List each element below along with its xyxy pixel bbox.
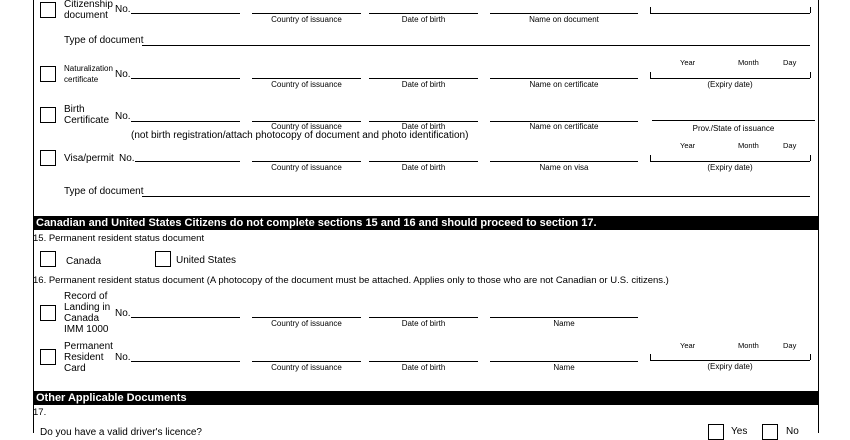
- tick: [650, 354, 651, 360]
- s16-month-label: Month: [738, 341, 759, 350]
- s16-prc-label-2: Resident: [64, 352, 104, 363]
- s16-record-dob-field[interactable]: [369, 317, 478, 318]
- visa-country-field[interactable]: [252, 161, 361, 162]
- s16-prc-label-3: Card: [64, 363, 86, 374]
- s16-record-label-3: Canada: [64, 313, 100, 324]
- citizenship-country-label: Country of issuance: [271, 15, 342, 24]
- naturalization-expiry-field[interactable]: [650, 78, 810, 79]
- s15-canada-checkbox[interactable]: [40, 251, 56, 267]
- naturalization-country-field[interactable]: [252, 78, 361, 79]
- tick: [810, 155, 811, 161]
- birth-note: (not birth registration/attach photocopy of document and photo identification): [131, 130, 469, 141]
- s16-record-dob-label: Date of birth: [401, 319, 446, 328]
- s16-record-label-2: Landing in: [64, 302, 111, 313]
- tick: [810, 7, 811, 13]
- s16-prc-expiry-label: (Expiry date): [707, 362, 753, 371]
- naturalization-checkbox[interactable]: [40, 66, 56, 82]
- visa-type-field[interactable]: [142, 196, 810, 197]
- s16-prc-checkbox[interactable]: [40, 349, 56, 365]
- visa-dob-field[interactable]: [369, 161, 478, 162]
- citizenship-dob-field[interactable]: [369, 13, 478, 14]
- citizenship-label-2: document: [64, 10, 108, 21]
- visa-checkbox[interactable]: [40, 150, 56, 166]
- s15-us-checkbox[interactable]: [155, 251, 171, 267]
- citizenship-type-field[interactable]: [142, 45, 810, 46]
- citizenship-no-label: No.: [115, 4, 131, 15]
- visa-name-label: Name on visa: [539, 163, 589, 172]
- section-header-citizens-note: Canadian and United States Citizens do not complete sections 15 and 16 and should proceed to section 17.: [33, 216, 819, 230]
- tick: [650, 155, 651, 161]
- nat-month-label: Month: [738, 58, 759, 67]
- s16-record-name-label: Name: [553, 319, 575, 328]
- birth-dob-label: Date of birth: [401, 122, 446, 131]
- s16-prc-label: Permanent: [64, 341, 113, 352]
- naturalization-no-field[interactable]: [131, 78, 240, 79]
- naturalization-name-field[interactable]: [490, 78, 638, 79]
- s16-record-checkbox[interactable]: [40, 305, 56, 321]
- birth-label: Birth: [64, 104, 85, 115]
- naturalization-label-2: certificate: [64, 75, 99, 84]
- citizenship-name-field[interactable]: [490, 13, 638, 14]
- tick: [650, 72, 651, 78]
- s15-canada-label: Canada: [66, 256, 102, 267]
- visa-day-label: Day: [783, 141, 797, 150]
- s16-record-no-field[interactable]: [131, 317, 240, 318]
- s16-prc-name-label: Name: [553, 363, 575, 372]
- nat-year-label: Year: [680, 58, 696, 67]
- s16-record-no-label: No.: [115, 308, 131, 319]
- birth-prov-label: Prov./State of issuance: [692, 124, 775, 133]
- s16-record-name-field[interactable]: [490, 317, 638, 318]
- s17-no-label: No: [786, 426, 799, 437]
- naturalization-country-label: Country of issuance: [271, 80, 342, 89]
- birth-name-label: Name on certificate: [529, 122, 599, 131]
- citizenship-country-field[interactable]: [252, 13, 361, 14]
- s16-prc-country-label: Country of issuance: [271, 363, 342, 372]
- naturalization-expiry-label: (Expiry date): [707, 80, 753, 89]
- s16-prc-dob-label: Date of birth: [401, 363, 446, 372]
- birth-country-label: Country of issuance: [271, 122, 342, 131]
- s17-yes-label: Yes: [731, 426, 748, 437]
- nat-day-label: Day: [783, 58, 797, 67]
- s15-us-label: United States: [176, 255, 237, 266]
- birth-label-2: Certificate: [64, 115, 110, 126]
- visa-month-label: Month: [738, 141, 759, 150]
- s15-title: 15. Permanent resident status document: [33, 233, 205, 244]
- naturalization-name-label: Name on certificate: [529, 80, 599, 89]
- s17-no-checkbox[interactable]: [762, 424, 778, 440]
- birth-no-label: No.: [115, 111, 131, 122]
- s16-prc-no-label: No.: [115, 352, 131, 363]
- s17-yes-checkbox[interactable]: [708, 424, 724, 440]
- citizenship-no-field[interactable]: [131, 13, 240, 14]
- naturalization-dob-field[interactable]: [369, 78, 478, 79]
- visa-dob-label: Date of birth: [401, 163, 446, 172]
- s16-day-label: Day: [783, 341, 797, 350]
- s16-prc-country-field[interactable]: [252, 361, 361, 362]
- visa-no-label: No.: [119, 153, 135, 164]
- s16-year-label: Year: [680, 341, 696, 350]
- visa-country-label: Country of issuance: [271, 163, 342, 172]
- s16-record-label: Record of: [64, 291, 108, 302]
- visa-name-field[interactable]: [490, 161, 638, 162]
- section-header-other-documents: Other Applicable Documents: [33, 391, 819, 405]
- s17-number: 17.: [33, 407, 47, 418]
- visa-expiry-label: (Expiry date): [707, 163, 753, 172]
- citizenship-dob-label: Date of birth: [401, 15, 446, 24]
- visa-label: Visa/permit: [64, 153, 114, 164]
- s17-question: Do you have a valid driver's licence?: [40, 427, 202, 438]
- s16-prc-expiry-field[interactable]: [650, 360, 810, 361]
- visa-type-label: Type of document: [64, 186, 144, 197]
- s16-record-country-field[interactable]: [252, 317, 361, 318]
- citizenship-name-label: Name on document: [529, 15, 599, 24]
- s16-record-country-label: Country of issuance: [271, 319, 342, 328]
- birth-no-field[interactable]: [131, 121, 240, 122]
- naturalization-no-label: No.: [115, 69, 131, 80]
- citizenship-type-label: Type of document: [64, 35, 144, 46]
- citizenship-label: Citizenship: [64, 0, 113, 10]
- visa-no-field[interactable]: [135, 161, 240, 162]
- naturalization-dob-label: Date of birth: [401, 80, 446, 89]
- s16-prc-name-field[interactable]: [490, 361, 638, 362]
- tick: [810, 72, 811, 78]
- s16-prc-dob-field[interactable]: [369, 361, 478, 362]
- birth-prov-field[interactable]: [652, 120, 815, 121]
- s16-record-label-4: IMM 1000: [64, 324, 109, 335]
- s16-prc-no-field[interactable]: [131, 361, 240, 362]
- birth-certificate-checkbox[interactable]: [40, 107, 56, 123]
- visa-expiry-field[interactable]: [650, 161, 810, 162]
- naturalization-label: Naturalization: [64, 64, 113, 73]
- visa-year-label: Year: [680, 141, 696, 150]
- tick: [810, 354, 811, 360]
- s16-title: 16. Permanent resident status document (A photocopy of the document must be attached. Applies only to those who are not Canadian or U.S. citizens.): [33, 275, 669, 286]
- citizenship-checkbox[interactable]: [40, 2, 56, 18]
- tick: [650, 7, 651, 13]
- citizenship-expiry-field[interactable]: [650, 13, 810, 14]
